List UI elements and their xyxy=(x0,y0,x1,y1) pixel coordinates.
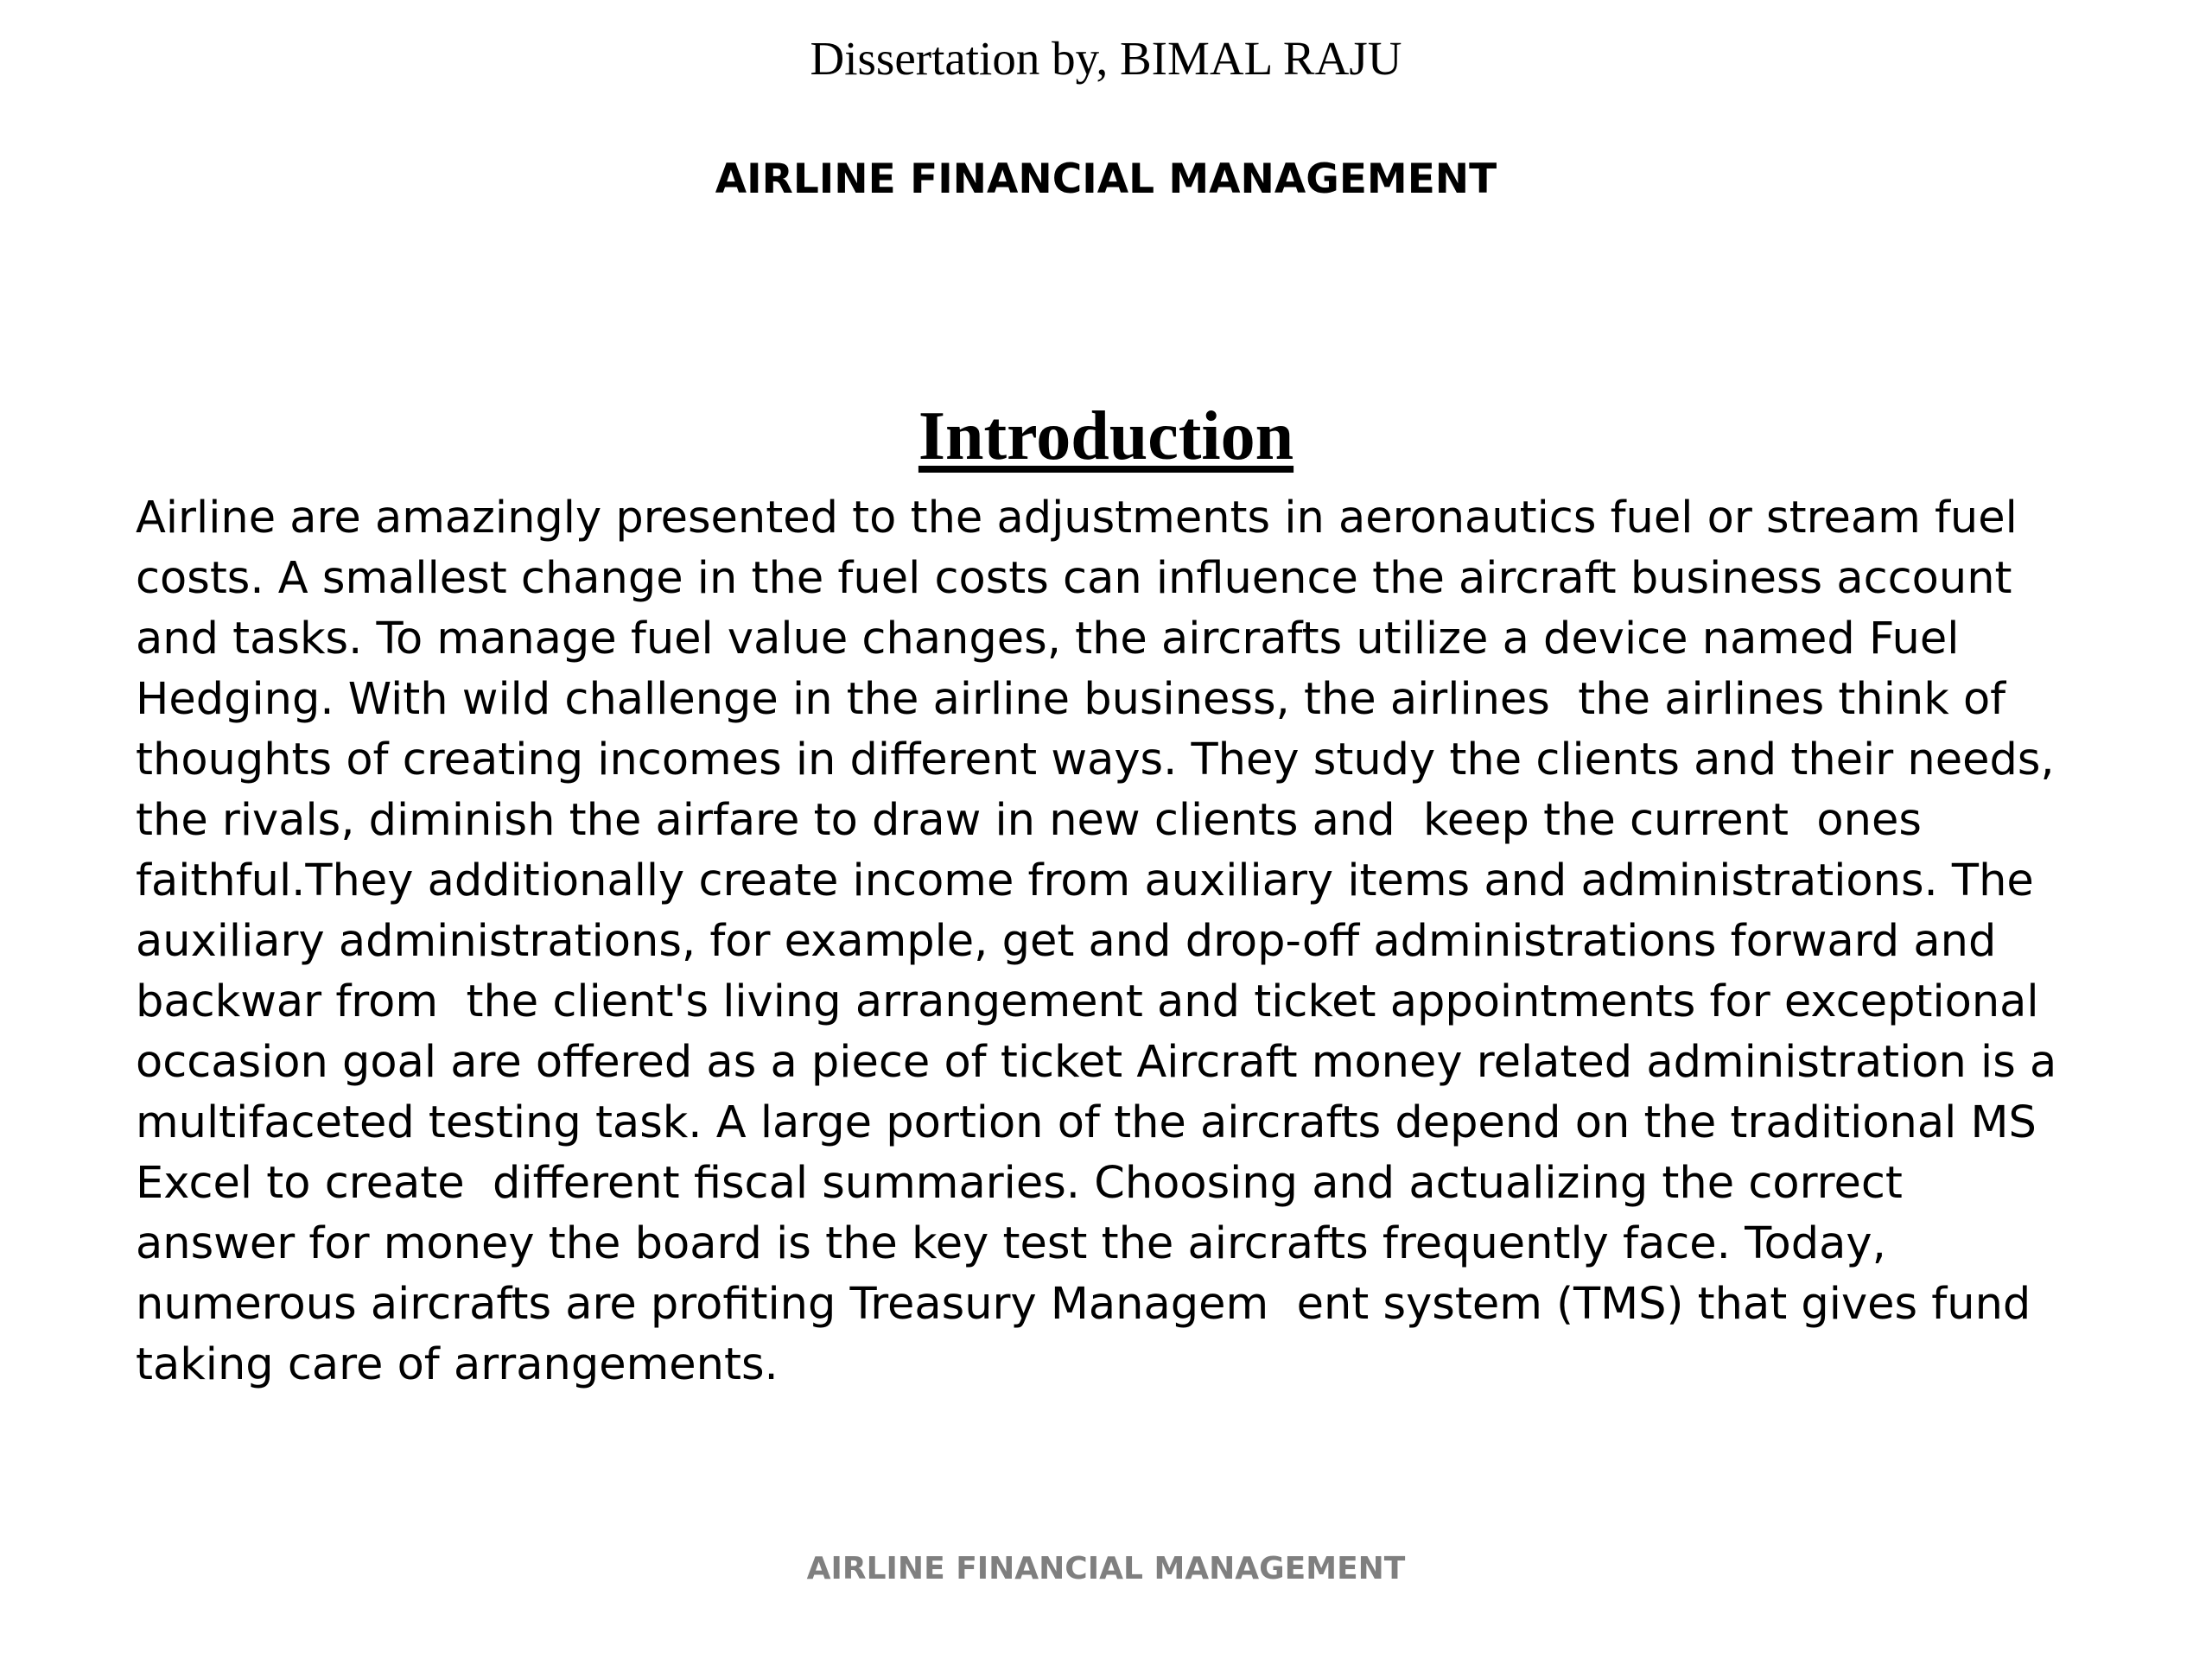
page-footer: AIRLINE FINANCIAL MANAGEMENT xyxy=(806,1551,1406,1586)
document-title: AIRLINE FINANCIAL MANAGEMENT xyxy=(715,156,1497,203)
author-byline: Dissertation by, BIMAL RAJU xyxy=(810,32,1402,85)
body-paragraph: Airline are amazingly presented to the adjustments in aeronautics fuel or stream fuel costs. A smallest change in the fuel costs can influence the aircraft business account and tasks. To manage fuel value changes, the aircrafts utilize a device named Fuel Hedging. With wild challenge in the airline business, the airlines the airlines think of thoughts of creating incomes in different ways. They study the clients and their needs, the rivals, diminish the airfare to draw in new clients and keep the current ones faithful.They additionally create income from auxiliary items and administrations. The auxiliary administrations, for example, get and drop-off administrations forward and backwar from the client's living arrangement and ticket appointments for exceptional occasion goal are offered as a piece of ticket Aircraft money related administration is a multifaceted testing task. A large portion of the aircrafts depend on the traditional MS Excel to create different fiscal summaries. Choosing and actualizing the correct answer for money the board is the key test the aircrafts frequently face. Today, numerous aircrafts are profiting Treasury Managem ent system (TMS) that gives fund taking care of arrangements. xyxy=(136,493,2057,1390)
section-heading: Introduction xyxy=(918,398,1294,474)
